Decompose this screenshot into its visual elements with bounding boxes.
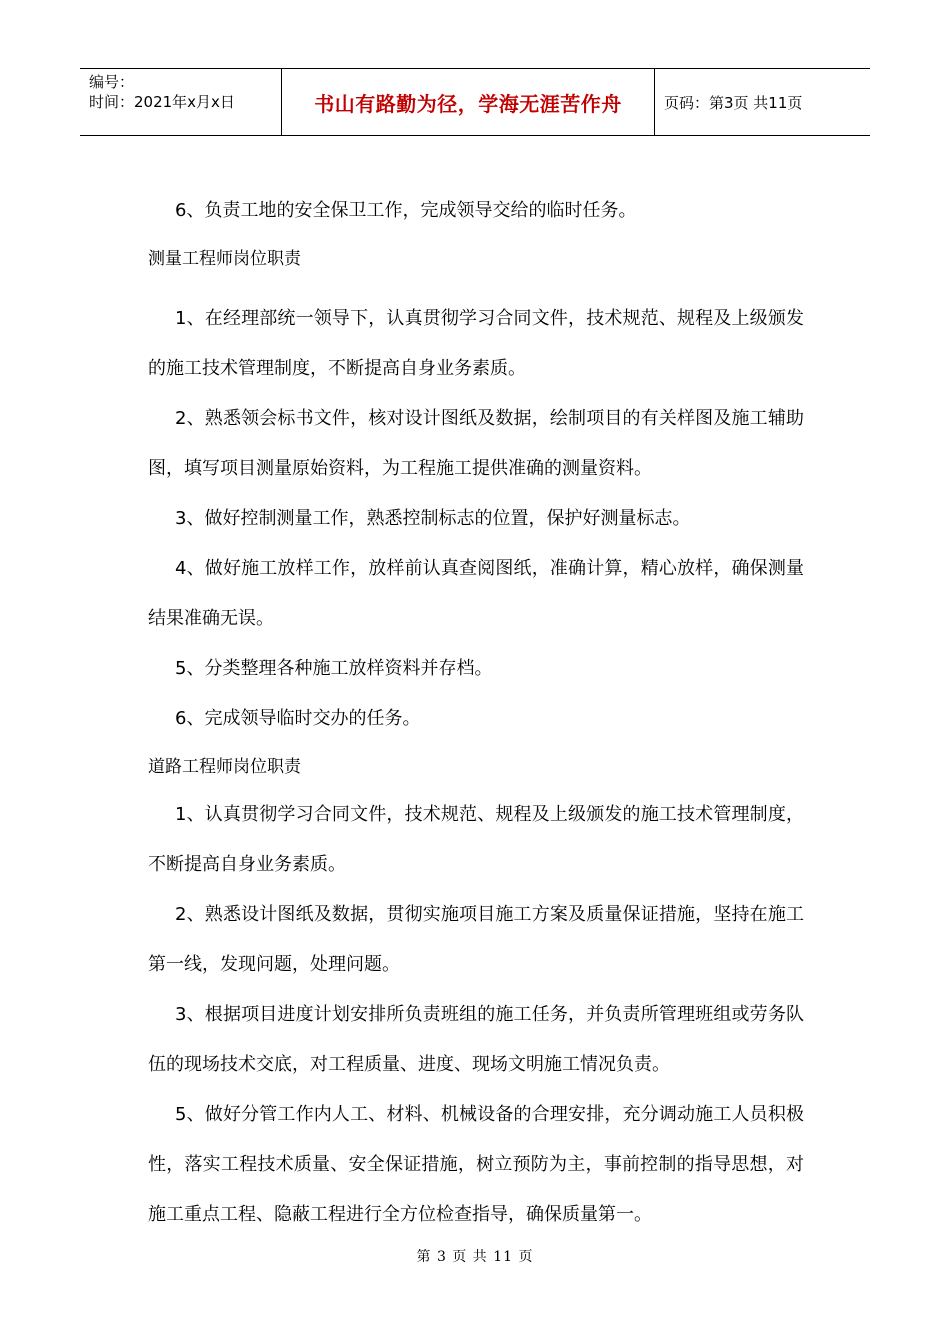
paragraph: 6、负责工地的安全保卫工作，完成领导交给的临时任务。 (175, 200, 637, 221)
paragraph: 3、做好控制测量工作，熟悉控制标志的位置，保护好测量标志。 (175, 508, 691, 529)
header-page-info (655, 69, 870, 135)
motto-text: 书山有路勤为径，学海无涯苦作舟 (314, 91, 622, 116)
document-body (148, 186, 804, 1240)
header-motto-cell (282, 69, 655, 135)
page-header (80, 68, 870, 136)
paragraph: 1、在经理部统一领导下，认真贯彻学习合同文件，技术规范、规程及上级颁发的施工技术管理制度，不断提高自身业务素质。 (148, 308, 804, 379)
paragraph: 5、分类整理各种施工放样资料并存档。 (175, 658, 493, 679)
paragraph: 2、熟悉设计图纸及数据，贯彻实施项目施工方案及质量保证措施，坚持在施工第一线，发现问题，处理问题。 (148, 904, 804, 975)
paragraph: 4、做好施工放样工作，放样前认真查阅图纸，准确计算，精心放样，确保测量结果准确无误。 (148, 558, 804, 629)
page-footer: 第 3 页 共 11 页 (416, 1249, 534, 1265)
section-heading-road: 道路工程师岗位职责 (148, 757, 301, 777)
number-label: 编号： (89, 73, 135, 91)
paragraph: 3、根据项目进度计划安排所负责班组的施工任务，并负责所管理班组或劳务队伍的现场技术交底，对工程质量、进度、现场文明施工情况负责。 (148, 1004, 804, 1075)
paragraph: 1、认真贯彻学习合同文件，技术规范、规程及上级颁发的施工技术管理制度，不断提高自身业务素质。 (148, 804, 804, 875)
time-label: 时间：2021年x月x日 (89, 93, 235, 111)
paragraph: 2、熟悉领会标书文件，核对设计图纸及数据，绘制项目的有关样图及施工辅助图，填写项目测量原始资料，为工程施工提供准确的测量资料。 (148, 408, 804, 479)
section-heading-survey: 测量工程师岗位职责 (148, 249, 301, 269)
header-meta (80, 69, 282, 135)
paragraph: 5、做好分管工作内人工、材料、机械设备的合理安排，充分调动施工人员积极性，落实工程技术质量、安全保证措施，树立预防为主，事前控制的指导思想，对施工重点工程、隐蔽工程进行全方位检查指导，确保质量第一。 (148, 1104, 804, 1225)
page-info-text: 页码：第3页 共11页 (664, 93, 803, 112)
paragraph: 6、完成领导临时交办的任务。 (175, 708, 421, 729)
